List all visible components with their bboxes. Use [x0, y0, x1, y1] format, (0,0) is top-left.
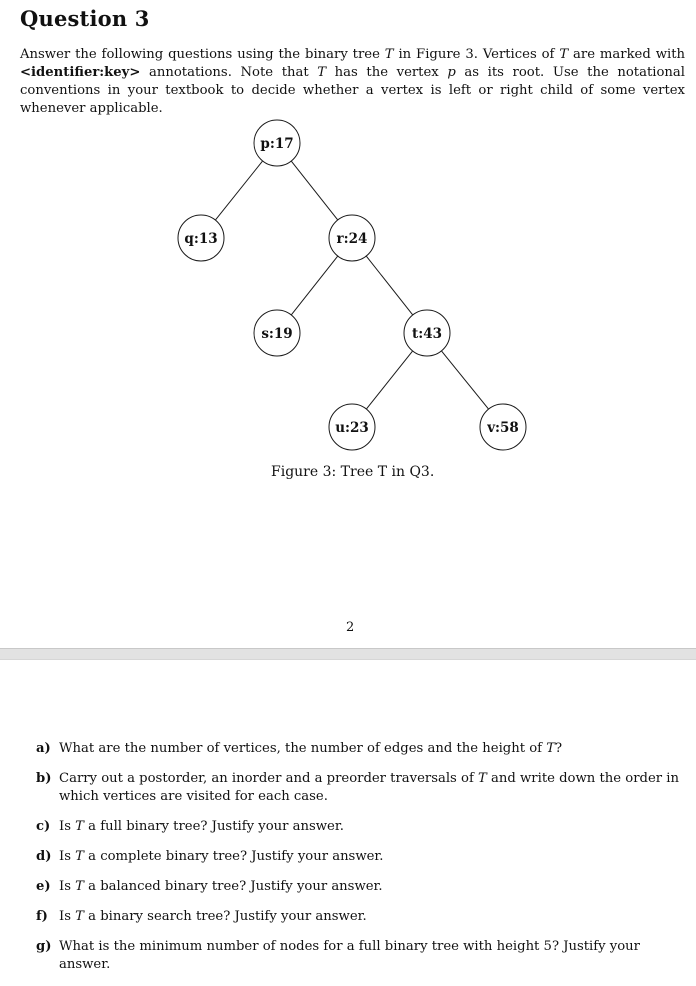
question-text: Is T a balanced binary tree? Justify your answer. [59, 879, 383, 894]
tree-node-t [404, 310, 450, 356]
question-intro: Answer the following questions using the binary tree T in Figure 3. Vertices of T are marked with <identifier:key> annotations. Note that T has the vertex p as its root. Use the notational conventions in your textbook to decide whether a vertex is left or right child of some vertex whenever applicable. [20, 47, 685, 116]
question-letter: b) [36, 771, 52, 786]
question-letter: a) [36, 741, 51, 756]
tree-node-s [254, 310, 300, 356]
tree-node-label: s:19 [261, 326, 293, 342]
tree-node-label: p:17 [260, 136, 294, 152]
tree-node-label: v:58 [487, 420, 519, 436]
tree-node-label: r:24 [336, 231, 368, 247]
tree-edge-r-s [291, 256, 337, 315]
annotation-format: <identifier:key> [20, 65, 141, 80]
question-item-d [36, 848, 688, 866]
question-item-g [36, 938, 688, 974]
page-separator [0, 648, 696, 660]
question-item-b [36, 770, 688, 806]
question-letter: f) [36, 909, 48, 924]
page-number: 2 [346, 620, 355, 635]
question-item-a [36, 740, 688, 758]
tree-edge-t-u [366, 351, 412, 409]
figure-caption: Figure 3: Tree T in Q3. [271, 464, 435, 480]
question-item-c [36, 818, 688, 836]
question-item-e [36, 878, 688, 896]
tree-node-u [329, 404, 375, 450]
tree-symbol: T [559, 47, 569, 62]
tree-edge-r-t [366, 256, 412, 315]
tree-node-label: u:23 [335, 420, 369, 436]
question-text: Carry out a postorder, an inorder and a preorder traversals of T and write down the order in which vertices are visited for each case. [59, 771, 679, 804]
tree-node-label: q:13 [184, 231, 218, 247]
question-letter: d) [36, 849, 52, 864]
question-letter: g) [36, 939, 52, 954]
document-page-2 [0, 660, 696, 972]
question-text: Is T a complete binary tree? Justify your answer. [59, 849, 384, 864]
tree-symbol: T [384, 47, 394, 62]
question-letter: c) [36, 819, 51, 834]
question-text: Is T a binary search tree? Justify your answer. [59, 909, 367, 924]
tree-edge-p-q [215, 161, 262, 220]
tree-edge-t-v [441, 351, 488, 409]
question-heading: Question 3 [20, 6, 150, 31]
question-list [36, 740, 688, 986]
tree-node-q [178, 215, 224, 261]
tree-node-p [254, 120, 300, 166]
question-text: What is the minimum number of nodes for a full binary tree with height 5? Justify your answer. [59, 939, 640, 972]
tree-node-r [329, 215, 375, 261]
question-text: Is T a full binary tree? Justify your answer. [59, 819, 344, 834]
question-letter: e) [36, 879, 51, 894]
question-text: What are the number of vertices, the number of edges and the height of T? [59, 741, 563, 756]
root-symbol: p [447, 65, 456, 80]
tree-symbol: T [317, 65, 327, 80]
question-item-f [36, 908, 688, 926]
tree-edge-p-r [291, 161, 337, 220]
tree-node-label: t:43 [411, 326, 443, 342]
tree-node-v [480, 404, 526, 450]
